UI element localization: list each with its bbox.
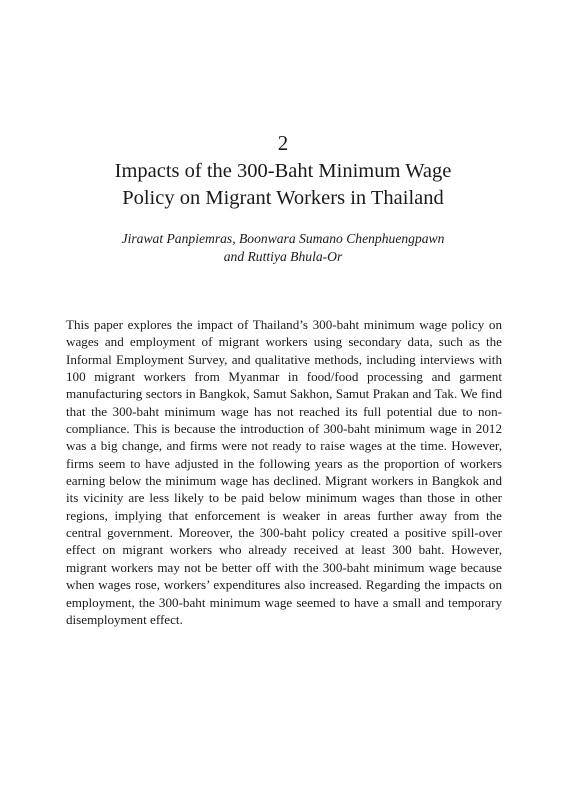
author-list — [40, 230, 526, 266]
chapter-title-line-1: Impacts of the 300-Baht Minimum Wage — [114, 160, 452, 182]
author-line-1: Jirawat Panpiemras, Boonwara Sumano Chenphuengpawn — [121, 231, 445, 246]
chapter-title — [60, 158, 506, 212]
chapter-number: 2 — [277, 131, 289, 155]
author-line-2: and Ruttiya Bhula-Or — [223, 249, 343, 264]
abstract-paragraph: This paper explores the impact of Thailand’s 300-baht minimum wage policy on wages and employment of migrant workers using secondary data, such as the Informal Employment Survey, and qualitative methods, including interviews with 100 migrant workers from Myanmar in food/food processing and garment manufacturing sectors in Bangkok, Samut Sakhon, Samut Prakan and Tak. We find that the 300-baht minimum wage has not reached its full potential due to non-compliance. This is because the introduction of 300-baht minimum wage in 2012 was a big change, and firms were not ready to raise wages at the time. However, firms seem to have adjusted in the following years as the proportion of workers earning below the minimum wage has declined. Migrant workers in Bangkok and its vicinity are less likely to be paid below minimum wages than those in other regions, implying that enforcement is weaker in areas further away from the central government. Moreover, the 300-baht policy created a positive spill-over effect on migrant workers who already received at least 300 baht. However, migrant workers may not be better off with the 300-baht minimum wage because when wages rose, workers’ expenditures also increased. Regarding the impacts on employment, the 300-baht minimum wage seemed to have a small and temporary disemployment effect. — [66, 317, 502, 627]
chapter-title-line-2: Policy on Migrant Workers in Thailand — [122, 187, 444, 209]
